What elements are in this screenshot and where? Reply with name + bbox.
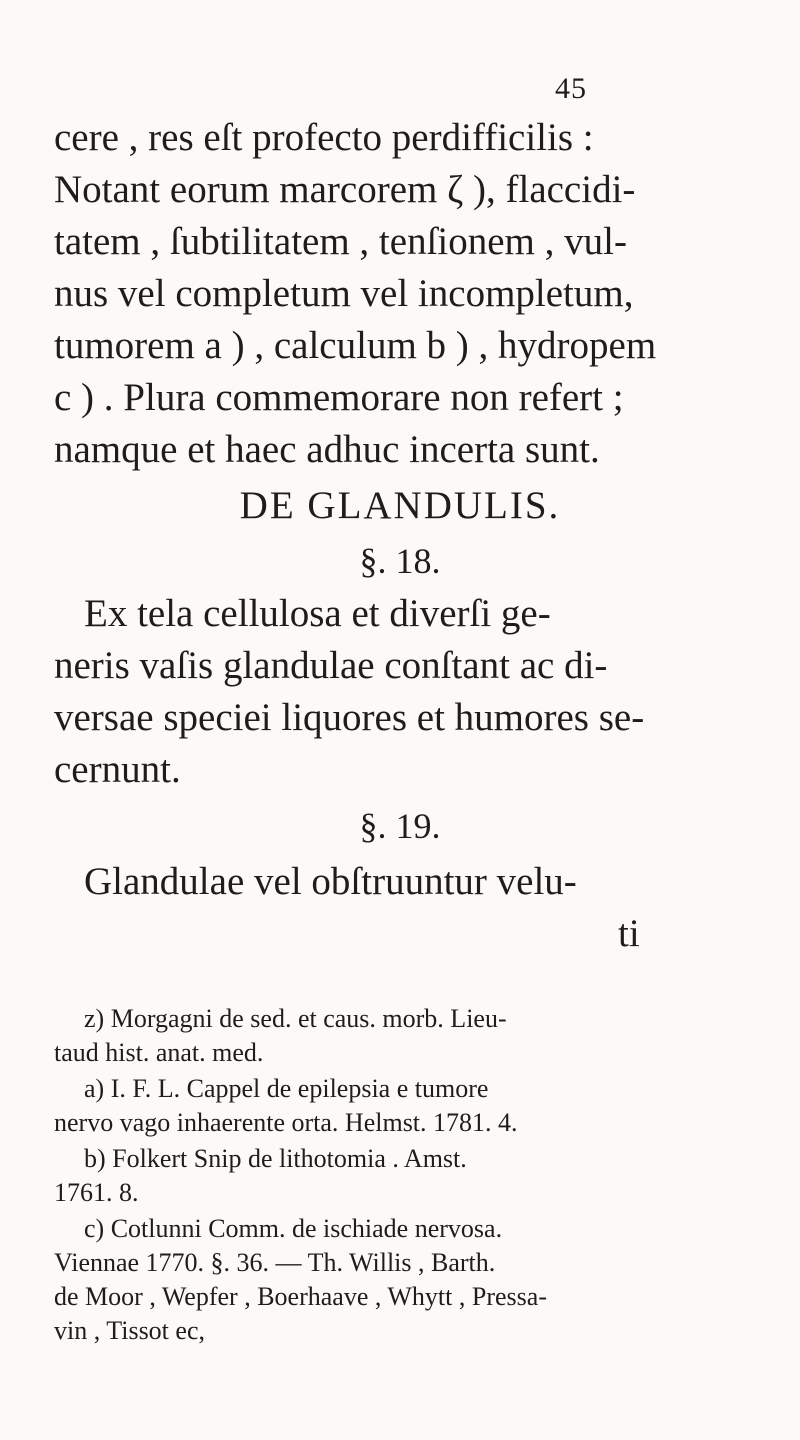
text-line: neris vaſis glandulae conſtant ac di- [54,644,608,687]
footnote-line: z) Morgagni de sed. et caus. morb. Lieu- [84,1004,507,1033]
text-line: cernunt. [54,748,181,791]
text-line: namque et haec adhuc incerta sunt. [54,428,600,471]
page-number: 45 [555,72,587,105]
text-line: Ex tela cellulosa et diverſi ge- [84,592,551,635]
footnote-line: de Moor , Wepfer , Boerhaave , Whytt , Pressa- [54,1282,547,1311]
text-line: nus vel completum vel incompletum, [54,272,634,315]
catchword: ti [618,912,640,955]
text-line: tatem , ſubtilitatem , tenſionem , vul- [54,220,627,263]
footnote-line: vin , Tissot ec, [54,1316,205,1345]
text-line: Glandulae vel obſtruuntur velu- [84,860,577,903]
footnote-line: 1761. 8. [54,1178,139,1207]
footnote-line: a) I. F. L. Cappel de epilepsia e tumore [84,1074,489,1103]
section-heading: DE GLANDULIS. [239,484,561,527]
text-line: Notant eorum marcorem ζ ), flaccidi- [54,168,636,211]
footnote-line: c) Cotlunni Comm. de ischiade nervosa. [84,1214,503,1243]
footnote-line: taud hist. anat. med. [54,1038,264,1067]
section-number: §. 19. [359,806,441,846]
footnote-line: nervo vago inhaerente orta. Helmst. 1781. 4. [54,1108,518,1137]
text-line: cere , res eſt profecto perdifficilis : [54,116,594,159]
text-line: c ) . Plura commemorare non refert ; [54,376,624,419]
text-line: versae speciei liquores et humores se- [54,696,645,739]
footnote-line: b) Folkert Snip de lithotomia . Amst. [84,1144,467,1173]
section-number: §. 18. [359,541,441,581]
text-line: tumorem a ) , calculum b ) , hydropem [54,324,657,367]
footnote-line: Viennae 1770. §. 36. — Th. Willis , Barth. [54,1248,496,1277]
